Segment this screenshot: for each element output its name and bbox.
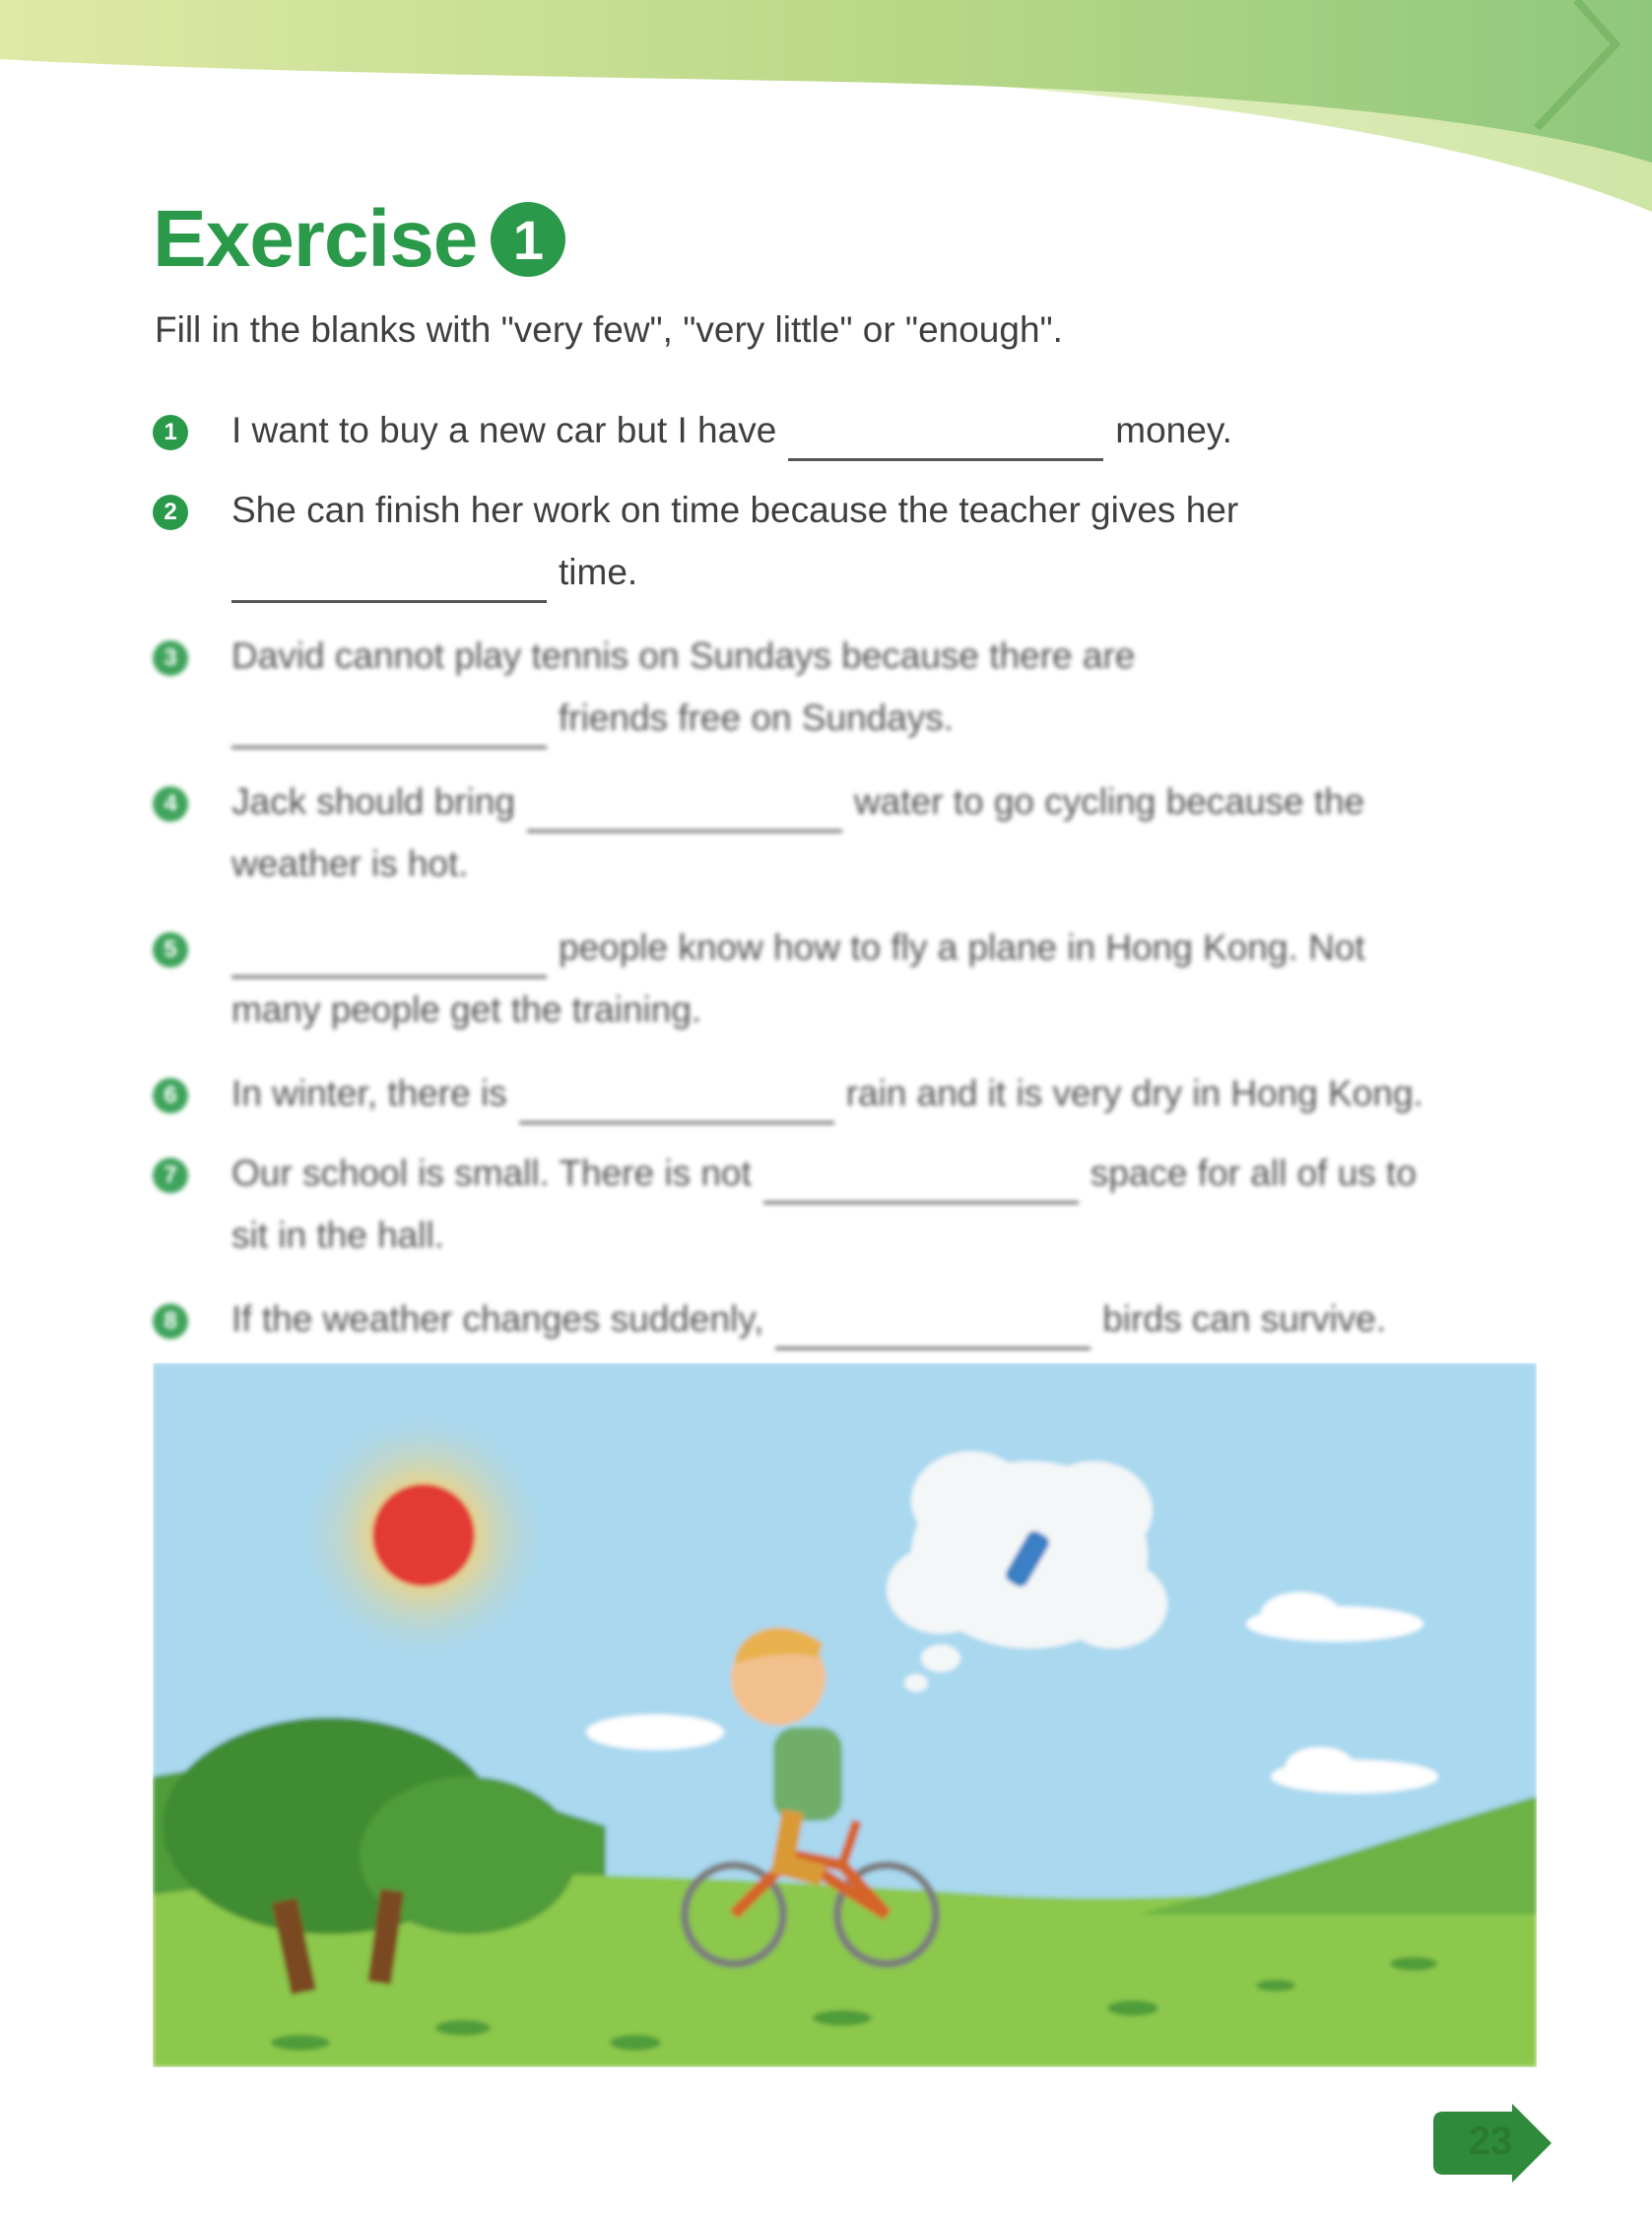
exercise-title-text: Exercise	[153, 194, 478, 284]
question-text: time.	[559, 552, 638, 592]
question-text: water to go cycling because the	[853, 781, 1365, 822]
question-text: rain and it is very dry in Hong Kong.	[845, 1073, 1423, 1113]
answer-blank[interactable]	[527, 790, 842, 833]
instructions: Fill in the blanks with "very few", "very little" or "enough".	[155, 309, 1063, 350]
question-text: many people get the training.	[231, 989, 702, 1030]
question-4	[153, 771, 1532, 895]
answer-blank[interactable]	[763, 1162, 1079, 1204]
answer-blank[interactable]	[788, 419, 1103, 461]
question-text: money.	[1115, 410, 1232, 450]
question-number: 2	[153, 495, 188, 530]
answer-blank[interactable]	[519, 1082, 834, 1124]
question-text: space for all of us to	[1090, 1153, 1417, 1193]
question-6	[153, 1062, 1532, 1124]
question-5	[153, 916, 1532, 1041]
answer-blank[interactable]	[775, 1308, 1090, 1350]
page-number: 23	[1468, 2119, 1513, 2163]
question-text: In winter, there is	[231, 1073, 507, 1113]
sun-icon	[291, 1402, 557, 1668]
question-list	[153, 399, 1532, 1350]
question-number: 4	[153, 786, 188, 822]
question-text: Jack should bring	[231, 781, 515, 822]
question-text: friends free on Sundays.	[559, 698, 955, 738]
question-1	[153, 399, 1532, 461]
question-text: David cannot play tennis on Sundays because there are	[231, 636, 1136, 676]
question-8	[153, 1288, 1532, 1350]
question-2	[153, 479, 1532, 603]
question-7	[153, 1142, 1532, 1266]
question-number: 7	[153, 1158, 188, 1193]
question-number: 5	[153, 932, 188, 968]
question-text: She can finish her work on time because the teacher gives her	[231, 490, 1239, 530]
question-text: people know how to fly a plane in Hong Kong. Not	[559, 927, 1365, 968]
answer-blank[interactable]	[231, 706, 547, 749]
question-number: 3	[153, 640, 188, 676]
cycling-illustration	[153, 1363, 1537, 2067]
answer-blank[interactable]	[231, 936, 547, 978]
question-text: I want to buy a new car but I have	[231, 410, 777, 450]
question-text: sit in the hall.	[231, 1215, 444, 1255]
question-text: weather is hot.	[231, 843, 469, 884]
exercise-title	[153, 193, 565, 286]
answer-blank[interactable]	[231, 561, 547, 603]
question-text: If the weather changes suddenly,	[231, 1299, 764, 1339]
question-3	[153, 625, 1532, 749]
question-number: 1	[153, 415, 188, 450]
question-text: birds can survive.	[1102, 1299, 1387, 1339]
question-text: Our school is small. There is not	[231, 1153, 752, 1193]
question-number: 6	[153, 1078, 188, 1113]
exercise-number-badge: 1	[491, 202, 565, 277]
question-number: 8	[153, 1304, 188, 1339]
